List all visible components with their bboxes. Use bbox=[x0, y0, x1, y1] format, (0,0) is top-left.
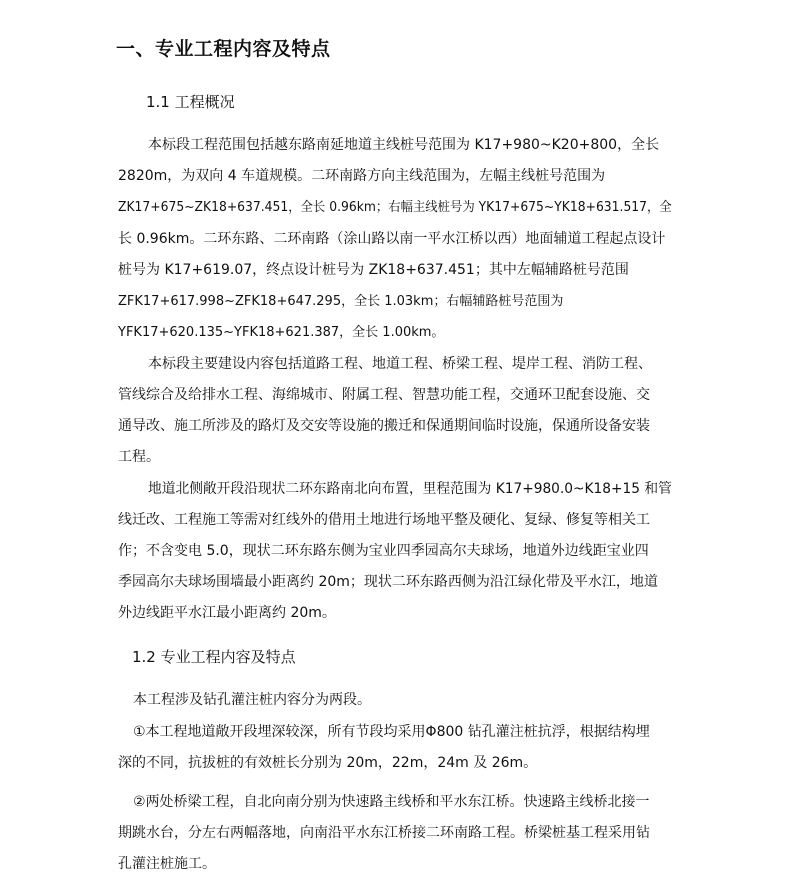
paragraph-line: 2820m，为双向 4 车道规模。二环南路方向主线范围为，左幅主线桩号范围为 bbox=[118, 168, 606, 184]
paragraph-line: 深的不同，抗拔桩的有效桩长分别为 20m，22m，24m 及 26m。 bbox=[118, 755, 538, 771]
paragraph-line: 期跳水台，分左右两幅落地，向南沿平水东江桥接二环南路工程。桥梁桩基工程采用钻 bbox=[118, 825, 650, 841]
paragraph-line: ①本工程地道敞开段埋深较深，所有节段均采用Φ800 钻孔灌注桩抗浮，根据结构埋 bbox=[133, 724, 650, 740]
paragraph-line: 桩号为 K17+619.07，终点设计桩号为 ZK18+637.451；其中左幅辅路桩号范围 bbox=[118, 262, 629, 278]
paragraph-line: ZFK17+617.998~ZFK18+647.295，全长 1.03km；右幅辅路桩号范围为 bbox=[118, 294, 564, 309]
paragraph-line: 本工程涉及钻孔灌注桩内容分为两段。 bbox=[133, 692, 371, 708]
section-1-title: 1.1 工程概况 bbox=[146, 93, 235, 111]
paragraph-line: 作；不含变电 5.0，现状二环东路东侧为宝业四季园高尔夫球场，地道外边线距宝业四 bbox=[118, 543, 649, 559]
section-2-title: 1.2 专业工程内容及特点 bbox=[132, 648, 296, 666]
paragraph-line: 通导改、施工所涉及的路灯及交安等设施的搬迁和保通期间临时设施，保通所设备安装 bbox=[118, 418, 650, 434]
paragraph-line: 本标段主要建设内容包括道路工程、地道工程、桥梁工程、堤岸工程、消防工程、 bbox=[148, 356, 652, 372]
paragraph-line: ②两处桥梁工程，自北向南分别为快速路主线桥和平水东江桥。快速路主线桥北接一 bbox=[133, 794, 650, 810]
paragraph-line: 本标段工程范围包括越东路南延地道主线桩号范围为 K17+980~K20+800，全长 bbox=[148, 137, 660, 153]
paragraph-line: YFK17+620.135~YFK18+621.387，全长 1.00km。 bbox=[118, 325, 445, 340]
paragraph-line: 管线综合及给排水工程、海绵城市、附属工程、智慧功能工程，交通环卫配套设施、交 bbox=[118, 387, 650, 403]
paragraph-line: 长 0.96km。二环东路、二环南路（涂山路以南一平水江桥以西）地面辅道工程起点设计 bbox=[118, 231, 666, 247]
paragraph-line: 季园高尔夫球场围墙最小距离约 20m；现状二环东路西侧为沿江绿化带及平水江，地道 bbox=[118, 574, 658, 590]
paragraph-line: 外边线距平水江最小距离约 20m。 bbox=[118, 605, 336, 621]
paragraph-line: ZK17+675~ZK18+637.451，全长 0.96km；右幅主线桩号为 YK17+675~YK18+631.517，全 bbox=[118, 200, 672, 215]
paragraph-line: 地道北侧敞开段沿现状二环东路南北向布置，里程范围为 K17+980.0~K18+15 和管 bbox=[148, 481, 672, 497]
paragraph-line: 孔灌注桩施工。 bbox=[118, 856, 216, 872]
paragraph-line: 线迁改、工程施工等需对红线外的借用土地进行场地平整及硬化、复绿、修复等相关工 bbox=[118, 512, 650, 528]
paragraph-line: 工程。 bbox=[118, 449, 160, 465]
main-heading: 一、专业工程内容及特点 bbox=[116, 38, 331, 60]
